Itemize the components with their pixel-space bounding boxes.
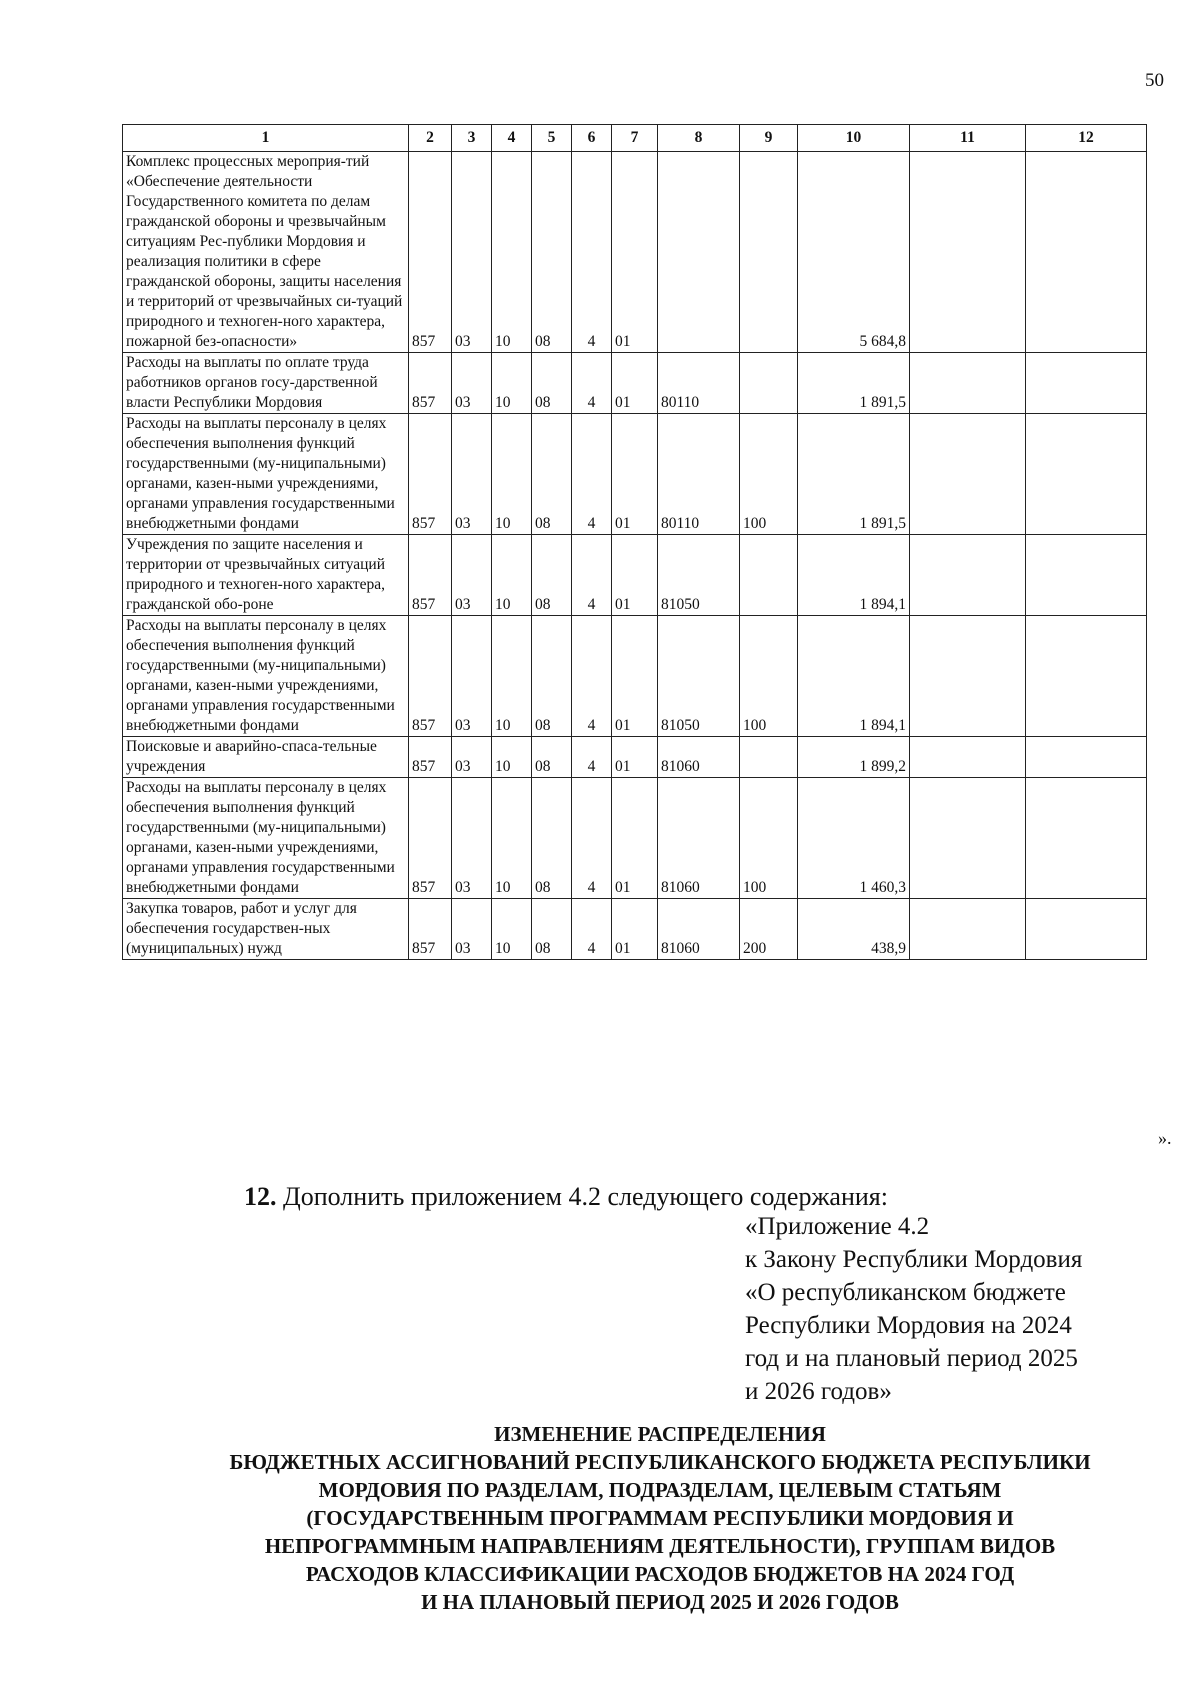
instruction-paragraph (244, 1182, 888, 1212)
col-8-direction: 81060 (658, 737, 740, 778)
col-6-type: 4 (572, 778, 612, 899)
appendix-ref-line: «О республиканском бюджете (745, 1279, 1066, 1306)
column-header: 10 (798, 125, 910, 152)
col-10-amount: 1 894,1 (798, 616, 910, 737)
column-header: 1 (123, 125, 409, 152)
col-2-ministry: 857 (409, 616, 452, 737)
title-line: ИЗМЕНЕНИЕ РАСПРЕДЕЛЕНИЯ (494, 1422, 826, 1446)
col-9-expense-group (740, 535, 798, 616)
appendix-ref-line: год и на плановый период 2025 (745, 1345, 1078, 1372)
appendix-ref-line: к Закону Республики Мордовия (745, 1246, 1083, 1273)
table-row (123, 899, 1147, 960)
row-description: Закупка товаров, работ и услуг для обеспечения государствен-ных (муниципальных) нужд (123, 899, 409, 960)
instruction-text: Дополнить приложением 4.2 следующего содержания: (283, 1182, 888, 1211)
col-12-amount (1026, 778, 1147, 899)
col-8-direction: 81060 (658, 778, 740, 899)
column-header: 6 (572, 125, 612, 152)
table-header-row (123, 125, 1147, 152)
document-title (150, 1420, 1170, 1616)
column-header: 2 (409, 125, 452, 152)
title-line: МОРДОВИЯ ПО РАЗДЕЛАМ, ПОДРАЗДЕЛАМ, ЦЕЛЕВЫМ СТАТЬЯМ (318, 1478, 1002, 1502)
col-10-amount: 1 891,5 (798, 353, 910, 414)
col-6-type: 4 (572, 899, 612, 960)
col-8-direction: 81050 (658, 535, 740, 616)
title-line: БЮДЖЕТНЫХ АССИГНОВАНИЙ РЕСПУБЛИКАНСКОГО БЮДЖЕТА РЕСПУБЛИКИ (229, 1450, 1091, 1474)
col-3-section: 03 (452, 616, 492, 737)
col-4-subsection: 10 (492, 535, 532, 616)
col-2-ministry: 857 (409, 414, 452, 535)
table-row (123, 616, 1147, 737)
col-8-direction: 80110 (658, 353, 740, 414)
table-body (123, 152, 1147, 960)
col-12-amount (1026, 152, 1147, 353)
col-11-amount (910, 353, 1026, 414)
col-3-section: 03 (452, 535, 492, 616)
col-7-complex: 01 (612, 535, 658, 616)
col-10-amount: 1 899,2 (798, 737, 910, 778)
col-5-program: 08 (532, 535, 572, 616)
col-5-program: 08 (532, 353, 572, 414)
col-2-ministry: 857 (409, 737, 452, 778)
col-10-amount: 1 460,3 (798, 778, 910, 899)
title-line: (ГОСУДАРСТВЕННЫМ ПРОГРАММАМ РЕСПУБЛИКИ МОРДОВИЯ И (306, 1506, 1014, 1530)
col-3-section: 03 (452, 152, 492, 353)
title-line: И НА ПЛАНОВЫЙ ПЕРИОД 2025 И 2026 ГОДОВ (421, 1590, 899, 1614)
col-12-amount (1026, 899, 1147, 960)
col-4-subsection: 10 (492, 899, 532, 960)
col-9-expense-group: 100 (740, 616, 798, 737)
col-7-complex: 01 (612, 616, 658, 737)
col-3-section: 03 (452, 778, 492, 899)
col-10-amount: 1 894,1 (798, 535, 910, 616)
column-header: 7 (612, 125, 658, 152)
col-4-subsection: 10 (492, 353, 532, 414)
col-12-amount (1026, 737, 1147, 778)
column-header: 9 (740, 125, 798, 152)
col-7-complex: 01 (612, 353, 658, 414)
col-7-complex: 01 (612, 778, 658, 899)
col-11-amount (910, 414, 1026, 535)
col-7-complex: 01 (612, 737, 658, 778)
column-header: 5 (532, 125, 572, 152)
row-description: Расходы на выплаты персоналу в целях обеспечения выполнения функций государственными (му-ниципальными) органами, казен-ными учреждениями, органами управления государственными внебюджетными фондами (123, 778, 409, 899)
row-description: Расходы на выплаты персоналу в целях обеспечения выполнения функций государственными (му-ниципальными) органами, казен-ными учреждениями, органами управления государственными внебюджетными фондами (123, 414, 409, 535)
appendix-reference (745, 1210, 1082, 1408)
col-6-type: 4 (572, 152, 612, 353)
col-12-amount (1026, 535, 1147, 616)
column-header: 8 (658, 125, 740, 152)
title-line: НЕПРОГРАММНЫМ НАПРАВЛЕНИЯМ ДЕЯТЕЛЬНОСТИ), ГРУППАМ ВИДОВ (264, 1534, 1056, 1558)
col-12-amount (1026, 414, 1147, 535)
col-5-program: 08 (532, 414, 572, 535)
row-description: Расходы на выплаты по оплате труда работников органов госу-дарственной власти Республики Мордовия (123, 353, 409, 414)
col-5-program: 08 (532, 899, 572, 960)
col-8-direction (658, 152, 740, 353)
col-5-program: 08 (532, 152, 572, 353)
title-line: РАСХОДОВ КЛАССИФИКАЦИИ РАСХОДОВ БЮДЖЕТОВ НА 2024 ГОД (305, 1562, 1015, 1586)
row-description: Расходы на выплаты персоналу в целях обеспечения выполнения функций государственными (му-ниципальными) органами, казен-ными учреждениями, органами управления государственными внебюджетными фондами (123, 616, 409, 737)
col-8-direction: 80110 (658, 414, 740, 535)
table-row (123, 778, 1147, 899)
col-7-complex: 01 (612, 414, 658, 535)
col-2-ministry: 857 (409, 535, 452, 616)
col-11-amount (910, 152, 1026, 353)
col-11-amount (910, 899, 1026, 960)
col-11-amount (910, 535, 1026, 616)
col-2-ministry: 857 (409, 899, 452, 960)
appendix-ref-line: Республики Мордовия на 2024 (745, 1312, 1072, 1339)
col-2-ministry: 857 (409, 778, 452, 899)
col-9-expense-group: 200 (740, 899, 798, 960)
col-6-type: 4 (572, 616, 612, 737)
table-row (123, 353, 1147, 414)
col-5-program: 08 (532, 616, 572, 737)
col-2-ministry: 857 (409, 353, 452, 414)
col-7-complex: 01 (612, 899, 658, 960)
row-description: Учреждения по защите населения и территории от чрезвычайных ситуаций природного и техноген-ного характера, гражданской обо-роне (123, 535, 409, 616)
col-10-amount: 438,9 (798, 899, 910, 960)
col-9-expense-group (740, 737, 798, 778)
col-3-section: 03 (452, 414, 492, 535)
col-5-program: 08 (532, 737, 572, 778)
col-4-subsection: 10 (492, 414, 532, 535)
budget-table (122, 124, 1147, 960)
col-10-amount: 1 891,5 (798, 414, 910, 535)
table-row (123, 414, 1147, 535)
col-6-type: 4 (572, 535, 612, 616)
row-description: Комплекс процессных мероприя-тий «Обеспечение деятельности Государственного комитета по делам гражданской обороны и чрезвычайным ситуациям Рес-публики Мордовия и реализация политики в сфере гражданской обороны, защиты населения и территорий от чрезвычайных си-туаций природного и техноген-ного характера, пожарной без-опасности» (123, 152, 409, 353)
col-6-type: 4 (572, 414, 612, 535)
closing-quote: ». (1158, 1128, 1172, 1148)
col-6-type: 4 (572, 353, 612, 414)
col-9-expense-group: 100 (740, 778, 798, 899)
table-row (123, 737, 1147, 778)
column-header: 11 (910, 125, 1026, 152)
col-12-amount (1026, 353, 1147, 414)
col-9-expense-group (740, 152, 798, 353)
col-3-section: 03 (452, 899, 492, 960)
appendix-ref-line: «Приложение 4.2 (745, 1213, 930, 1240)
col-4-subsection: 10 (492, 616, 532, 737)
col-7-complex: 01 (612, 152, 658, 353)
column-header: 3 (452, 125, 492, 152)
col-11-amount (910, 737, 1026, 778)
col-9-expense-group: 100 (740, 414, 798, 535)
col-3-section: 03 (452, 353, 492, 414)
col-9-expense-group (740, 353, 798, 414)
column-header: 4 (492, 125, 532, 152)
page-number: 50 (1145, 70, 1164, 91)
col-8-direction: 81060 (658, 899, 740, 960)
instruction-number: 12. (244, 1182, 277, 1211)
col-10-amount: 5 684,8 (798, 152, 910, 353)
col-5-program: 08 (532, 778, 572, 899)
column-header: 12 (1026, 125, 1147, 152)
appendix-ref-line: и 2026 годов» (745, 1378, 892, 1405)
col-11-amount (910, 616, 1026, 737)
col-11-amount (910, 778, 1026, 899)
col-2-ministry: 857 (409, 152, 452, 353)
col-3-section: 03 (452, 737, 492, 778)
col-4-subsection: 10 (492, 778, 532, 899)
col-4-subsection: 10 (492, 737, 532, 778)
col-4-subsection: 10 (492, 152, 532, 353)
col-8-direction: 81050 (658, 616, 740, 737)
row-description: Поисковые и аварийно-спаса-тельные учреждения (123, 737, 409, 778)
col-6-type: 4 (572, 737, 612, 778)
table-row (123, 152, 1147, 353)
table-row (123, 535, 1147, 616)
col-12-amount (1026, 616, 1147, 737)
